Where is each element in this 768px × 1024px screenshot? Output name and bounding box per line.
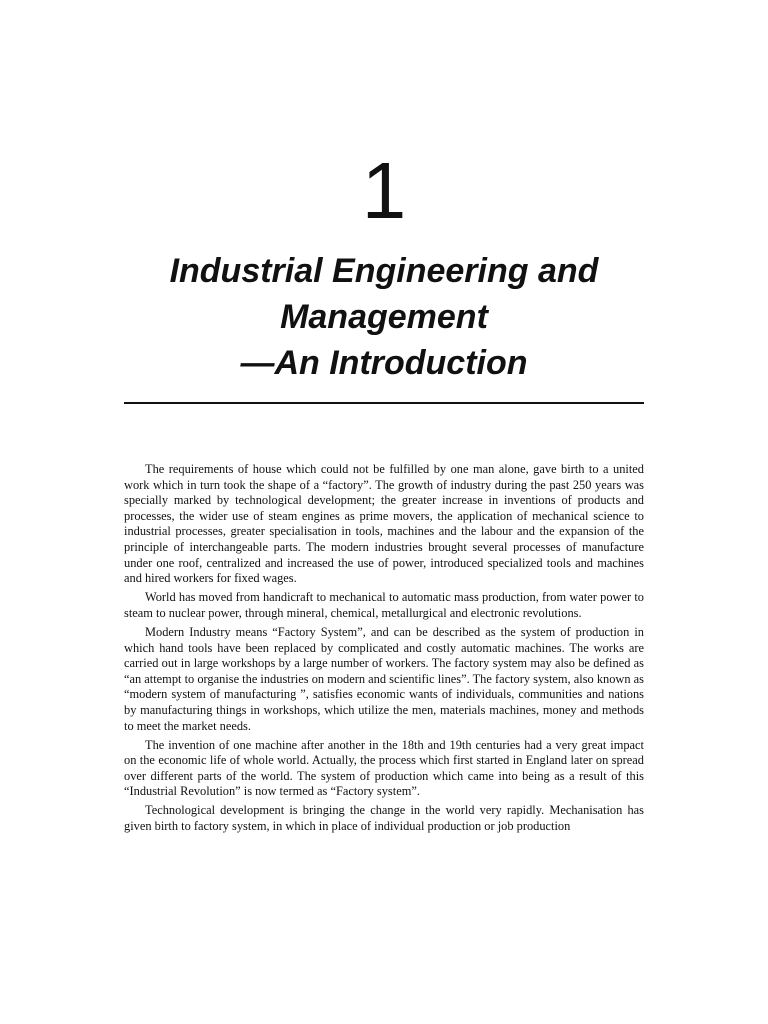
title-divider [124,402,644,404]
chapter-number: 1 [361,146,407,235]
chapter-title-line: —An Introduction [240,344,528,382]
paragraph: The invention of one machine after another in the 18th and 19th centuries had a very great impact on the economic life of whole world. Actually, the process which first started in England later on spread over different parts of the world. The system of production which came into being as a result of this “Industrial Revolution” is now termed as “Factory system”. [124,737,644,799]
paragraph: Technological development is bringing the change in the world very rapidly. Mechanisation has given birth to factory system, in which in place of individual production or job production [124,803,644,834]
chapter-title-line: Management [280,298,488,336]
paragraph: The requirements of house which could not be fulfilled by one man alone, gave birth to a united work which in turn took the shape of a “factory”. The growth of industry during the past 250 years was specially marked by technological development; the greater increase in inventions of products and processes, the wider use of steam engines as prime movers, the application of mechanical science to industrial processes, greater specialisation in tools, machines and the labour and the expansion of the principle of interchangeable parts. The modern industries brought several processes of manufacture under one roof, centralized and increased the use of power, introduced specialized tools and machines and hired workers for fixed wages. [124,462,644,586]
paragraph: Modern Industry means “Factory System”, and can be described as the system of production in which hand tools have been replaced by complicated and costly automatic machines. The works are carried out in large workshops by a large number of workers. The factory system may also be defined as “an attempt to organise the industries on modern and scientific lines”. The factory system, also known as “modern system of manufacturing ”, satisfies economic wants of individuals, communities and nations by manufacturing things in workshops, which utilize the men, materials machines, money and methods to meet the market needs. [124,624,644,733]
chapter-title [124,248,644,386]
body-text [124,462,644,838]
paragraph: World has moved from handicraft to mechanical to automatic mass production, from water power to steam to nuclear power, through mineral, chemical, metallurgical and electronic revolutions. [124,590,644,620]
chapter-title-line: Industrial Engineering and [169,252,599,290]
